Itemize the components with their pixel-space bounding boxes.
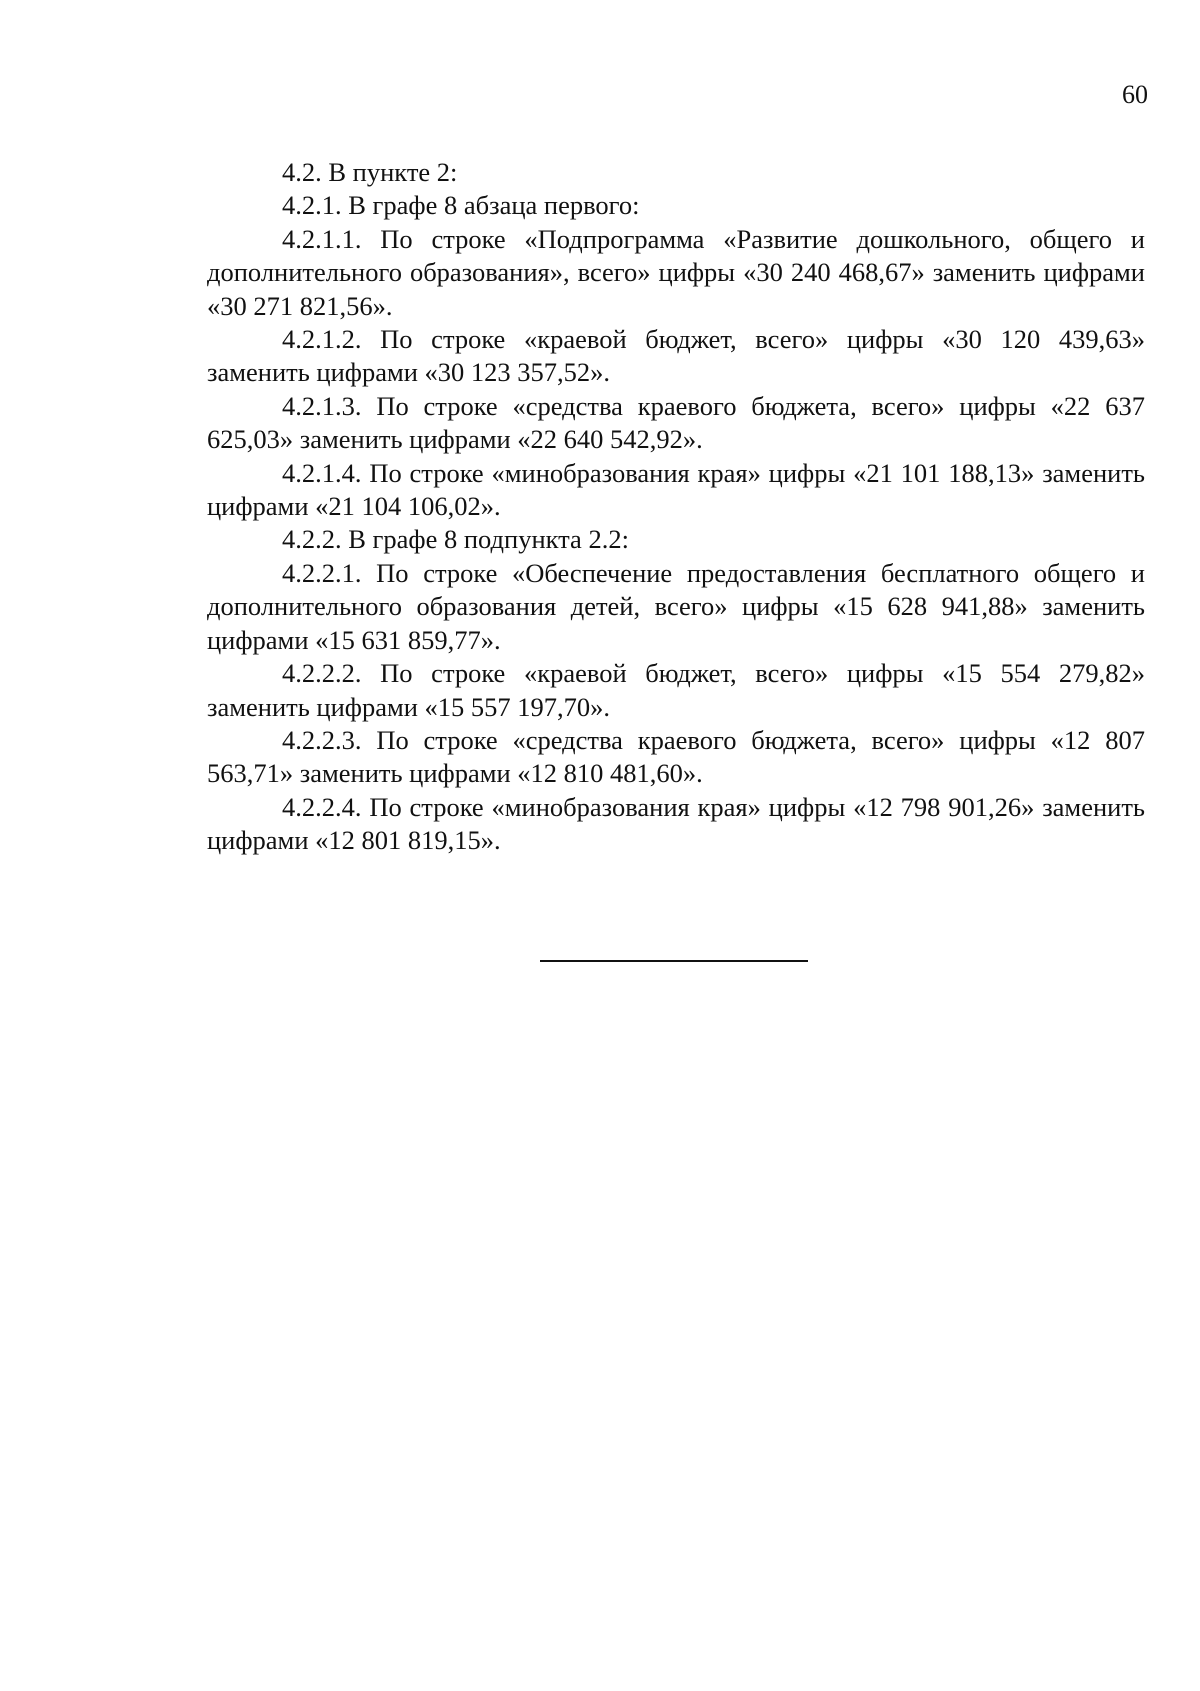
paragraph-4-2-2-2: 4.2.2.2. По строке «краевой бюджет, всего» цифры «15 554 279,82» заменить цифрами «15 557 197,70». — [207, 658, 1145, 722]
paragraph-4-2-2-3: 4.2.2.3. По строке «средства краевого бюджета, всего» цифры «12 807 563,71» заменить цифрами «12 810 481,60». — [207, 724, 1145, 789]
paragraph-4-2-2-1: 4.2.2.1. По строке «Обеспечение предоставления бесплатного общего и дополнительного образования детей, всего» цифры «15 628 941,88» заменить цифрами «15 631 859,77». — [207, 557, 1145, 655]
document-body — [207, 156, 1145, 858]
paragraph-4-2-1-1: 4.2.1.1. По строке «Подпрограмма «Развитие дошкольного, общего и дополнительного образования», всего» цифры «30 240 468,67» заменить цифрами «30 271 821,56». — [207, 223, 1145, 321]
paragraph-4-2-1: 4.2.1. В графе 8 абзаца первого: — [282, 190, 640, 221]
page-number: 60 — [1122, 80, 1148, 109]
paragraph-4-2-2-4: 4.2.2.4. По строке «минобразования края» цифры «12 798 901,26» заменить цифрами «12 801 819,15». — [207, 791, 1145, 856]
paragraph-4-2-1-4: 4.2.1.4. По строке «минобразования края» цифры «21 101 188,13» заменить цифрами «21 104 106,02». — [207, 457, 1145, 522]
paragraph-4-2-1-3: 4.2.1.3. По строке «средства краевого бюджета, всего» цифры «22 637 625,03» заменить цифрами «22 640 542,92». — [207, 390, 1145, 455]
end-divider-line — [540, 960, 808, 962]
paragraph-4-2-2: 4.2.2. В графе 8 подпункта 2.2: — [282, 524, 629, 555]
paragraph-4-2-1-2: 4.2.1.2. По строке «краевой бюджет, всего» цифры «30 120 439,63» заменить цифрами «30 123 357,52». — [207, 324, 1145, 388]
paragraph-4-2: 4.2. В пункте 2: — [282, 157, 458, 187]
